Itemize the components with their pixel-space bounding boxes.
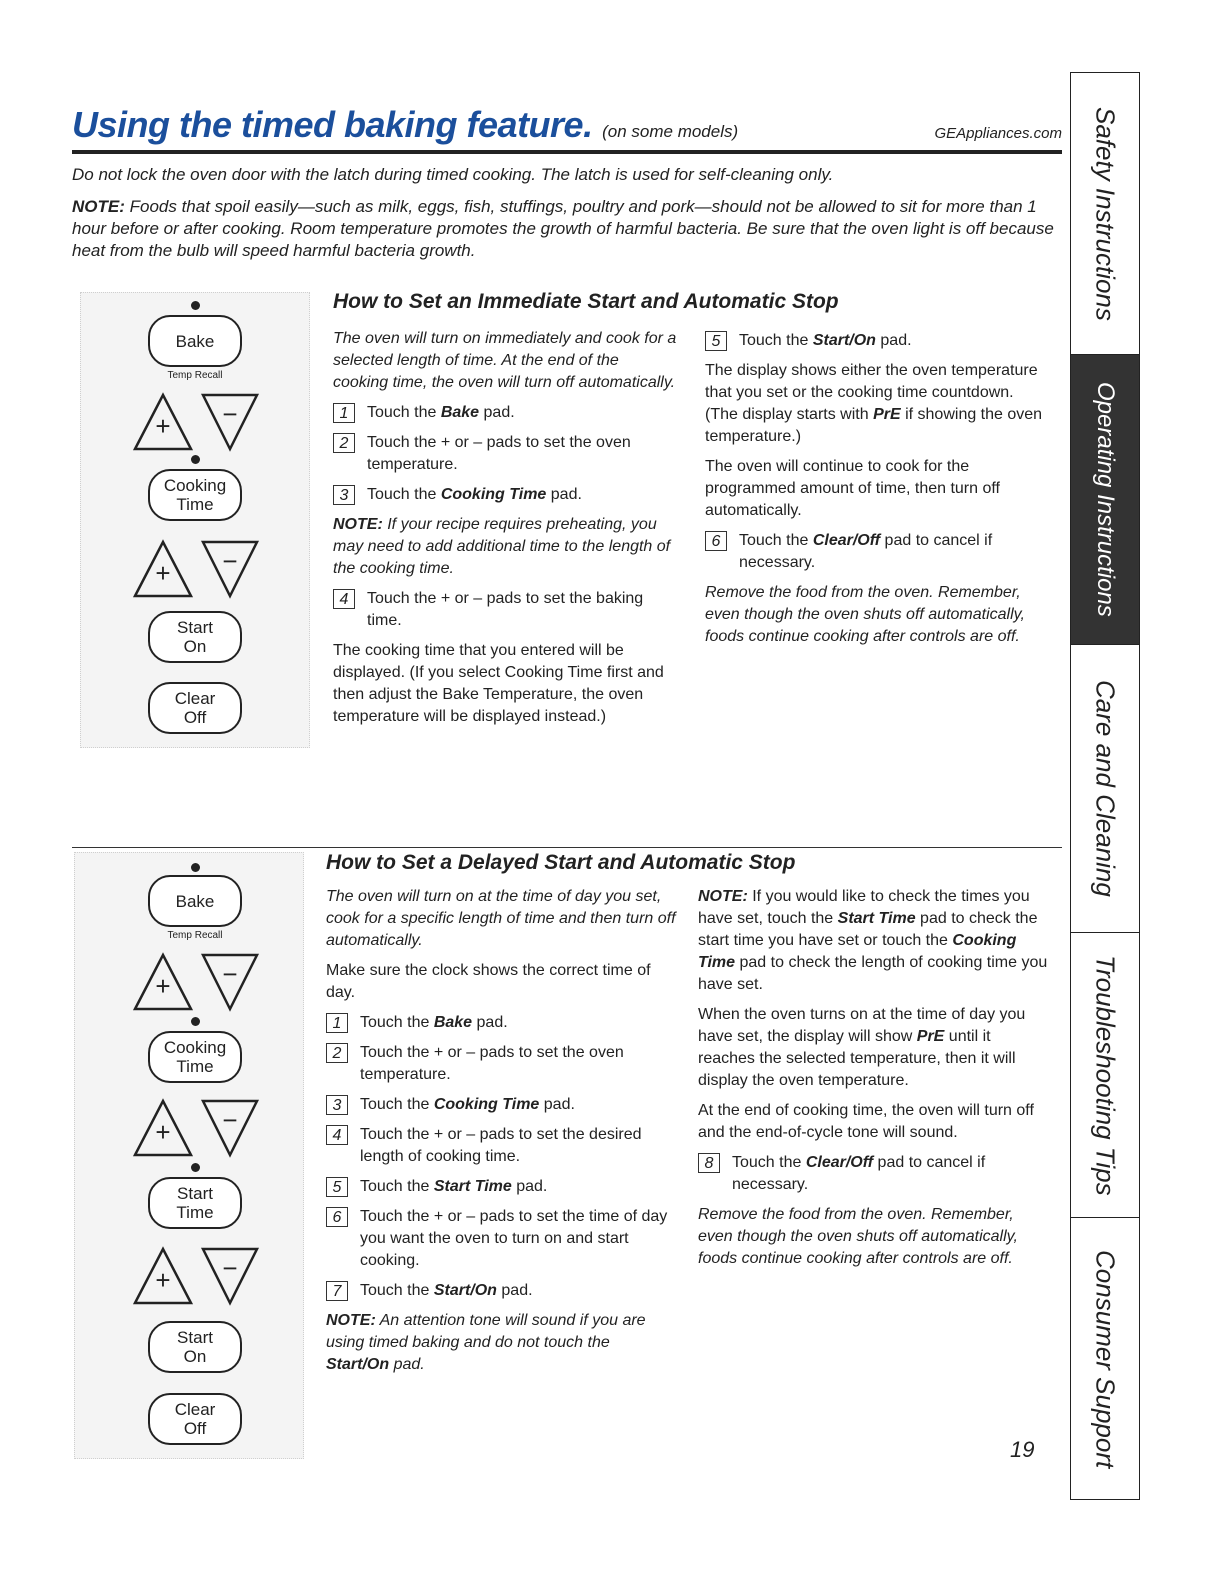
- step-2: [333, 432, 678, 476]
- section1-right-column: [705, 330, 1050, 656]
- minus-glyph: −: [222, 959, 238, 989]
- tab-label: Troubleshooting Tips: [1090, 954, 1121, 1196]
- step-text: Touch the Bake pad.: [360, 1014, 508, 1031]
- note-label: NOTE:: [72, 197, 125, 216]
- step-6: [326, 1206, 676, 1272]
- bake-label: Bake: [175, 891, 215, 911]
- minus-glyph: −: [222, 1253, 238, 1283]
- indicator-dot: [191, 1163, 200, 1172]
- section1-heading: How to Set an Immediate Start and Automatic Stop: [333, 290, 839, 313]
- step-number: 3: [333, 485, 355, 505]
- control-panel-illustration-1: [80, 292, 310, 748]
- step-text: Touch the Clear/Off pad to cancel if necessary.: [739, 532, 993, 571]
- plus-minus-arrows: [131, 951, 261, 1013]
- bake-label: Bake: [175, 331, 215, 351]
- food-safety-note: [72, 196, 1062, 262]
- start-label: Start: [177, 618, 213, 637]
- indicator-dot: [191, 1017, 200, 1026]
- step-text: Touch the Start Time pad.: [360, 1178, 548, 1195]
- section2-intro: The oven will turn on at the time of day you set, cook for a specific length of time and then turn off automatically.: [326, 888, 676, 949]
- plus-minus-arrows: [131, 1245, 261, 1307]
- step-text: Touch the Cooking Time pad.: [367, 486, 582, 503]
- step-4: [326, 1124, 676, 1168]
- cooking-label: Cooking: [163, 476, 227, 495]
- page-number: 19: [1010, 1437, 1035, 1462]
- step-text: Touch the + or – pads to set the oven temperature.: [367, 434, 631, 473]
- display-paragraph: The cooking time that you entered will be displayed. (If you select Cooking Time first and then adjust the Bake Temperature, the oven temperature will be displayed instead.): [333, 642, 664, 725]
- step-number: 5: [705, 331, 727, 351]
- step-number: 1: [333, 403, 355, 423]
- step-text: Touch the Start/On pad.: [360, 1282, 533, 1299]
- cooking-label: Cooking: [163, 1038, 227, 1057]
- title-subtitle: (on some models): [602, 122, 739, 141]
- step-number: 4: [333, 589, 355, 609]
- end-of-cooking-paragraph: At the end of cooking time, the oven will turn off and the end-of-cycle tone will sound.: [698, 1102, 1034, 1141]
- plus-minus-arrows: [131, 538, 261, 600]
- check-times-note: NOTE: If you would like to check the times you have set, touch the Start Time pad to check the start time you have set or touch the Cooking Time pad to check the length of cooking time you have set.: [698, 888, 1048, 993]
- preheat-note: [333, 514, 678, 580]
- tab-label: Safety Instructions: [1090, 106, 1121, 321]
- section-divider: [72, 847, 1062, 848]
- section2-left-column: [326, 886, 676, 1384]
- time-label: Time: [176, 1203, 214, 1222]
- start-on-pad: [148, 1321, 242, 1373]
- step-number: 5: [326, 1177, 348, 1197]
- minus-glyph: −: [222, 546, 238, 576]
- step-7: [326, 1280, 676, 1302]
- start-time-pad: [148, 1177, 242, 1229]
- step-text: Touch the + or – pads to set the desired length of cooking time.: [360, 1126, 642, 1165]
- step-text: Touch the Bake pad.: [367, 404, 515, 421]
- control-panel-illustration-2: [74, 852, 304, 1459]
- step-1: [326, 1012, 676, 1034]
- step-5: [326, 1176, 676, 1198]
- time-label: Time: [176, 1057, 214, 1076]
- section2-right-column: [698, 886, 1048, 1278]
- tab-label: Care and Cleaning: [1090, 680, 1121, 897]
- when-oven-turns-on-paragraph: When the oven turns on at the time of day you have set, the display will show PrE until it reaches the selected temperature, then it will display the oven temperature.: [698, 1006, 1026, 1089]
- step-8: [698, 1152, 1048, 1196]
- indicator-dot: [191, 863, 200, 872]
- step-number: 6: [326, 1207, 348, 1227]
- intro-block: [72, 164, 1062, 272]
- note-label: NOTE:: [326, 1312, 376, 1329]
- step-4: [333, 588, 678, 632]
- latch-warning: Do not lock the oven door with the latch during timed cooking. The latch is used for self-cleaning only.: [72, 165, 834, 184]
- start-label: Start: [177, 1184, 213, 1203]
- plus-glyph: +: [155, 1265, 171, 1295]
- website-url: GEAppliances.com: [934, 125, 1062, 142]
- page-title: [72, 104, 738, 146]
- step-number: 2: [333, 433, 355, 453]
- step-text: Touch the + or – pads to set the oven temperature.: [360, 1044, 624, 1083]
- remove-food-paragraph: Remove the food from the oven. Remember, even though the oven shuts off automatically, foods continue cooking after controls are off.: [705, 584, 1025, 645]
- start-on-pad: [148, 611, 242, 663]
- clear-off-pad: [148, 682, 242, 734]
- step-5: [705, 330, 1050, 352]
- plus-glyph: +: [155, 971, 171, 1001]
- temp-recall-label: Temp Recall: [167, 370, 223, 381]
- plus-minus-arrows: [131, 1097, 261, 1159]
- note-text: Foods that spoil easily—such as milk, eggs, fish, stuffings, poultry and pork—should not be allowed to sit for more than 1 hour before or after cooking. Room temperature promotes the growth of harmful bacteria. Be sure that the oven light is off because heat from the bulb will speed harmful bacteria growth.: [72, 197, 1054, 260]
- tab-troubleshooting-tips[interactable]: [1071, 933, 1139, 1218]
- tab-operating-instructions[interactable]: [1071, 355, 1139, 645]
- tab-label: Consumer Support: [1090, 1250, 1121, 1469]
- step-3: [333, 484, 678, 506]
- note-text: If your recipe requires preheating, you may need to add additional time to the length of the cooking time.: [333, 516, 671, 577]
- on-label: On: [183, 1347, 207, 1366]
- section2-heading: How to Set a Delayed Start and Automatic Stop: [326, 851, 796, 874]
- title-text: Using the timed baking feature.: [72, 104, 593, 145]
- page-header: [72, 100, 1062, 150]
- cooking-time-pad: [148, 1031, 242, 1083]
- step-number: 2: [326, 1043, 348, 1063]
- step-number: 6: [705, 531, 727, 551]
- step-number: 1: [326, 1013, 348, 1033]
- step-text: Touch the Clear/Off pad to cancel if necessary.: [732, 1154, 986, 1193]
- step-number: 3: [326, 1095, 348, 1115]
- clear-label: Clear: [174, 689, 216, 708]
- minus-glyph: −: [222, 399, 238, 429]
- bake-pad: [148, 875, 242, 941]
- continue-paragraph: The oven will continue to cook for the programmed amount of time, then turn off automatically.: [705, 458, 1000, 519]
- step-text: Touch the Cooking Time pad.: [360, 1096, 575, 1113]
- header-rule: [72, 150, 1062, 154]
- step-text: Touch the + or – pads to set the time of day you want the oven to turn on and start cooking.: [360, 1208, 668, 1269]
- note-label: NOTE:: [333, 516, 383, 533]
- step-6: [705, 530, 1050, 574]
- start-label: Start: [177, 1328, 213, 1347]
- step-number: 8: [698, 1153, 720, 1173]
- step-number: 4: [326, 1125, 348, 1145]
- section1-left-column: [333, 328, 678, 736]
- on-label: On: [183, 637, 207, 656]
- step-text: Touch the + or – pads to set the baking time.: [367, 590, 644, 629]
- tab-care-and-cleaning[interactable]: [1071, 645, 1139, 933]
- plus-minus-arrows: [131, 391, 261, 453]
- time-label: Time: [176, 495, 214, 514]
- off-label: Off: [183, 1419, 207, 1438]
- note-label: NOTE:: [698, 888, 748, 905]
- step-1: [333, 402, 678, 424]
- cooking-time-pad: [148, 469, 242, 521]
- clear-off-pad: [148, 1393, 242, 1445]
- tab-label: Operating Instructions: [1092, 382, 1119, 617]
- step-2: [326, 1042, 676, 1086]
- display-shows-paragraph: The display shows either the oven temperature that you set or the cooking time countdown. (The display starts with PrE if showing the oven temperature.): [705, 362, 1043, 445]
- tab-consumer-support[interactable]: [1071, 1218, 1139, 1501]
- plus-glyph: +: [155, 1117, 171, 1147]
- tab-safety-instructions[interactable]: [1071, 73, 1139, 355]
- attention-tone-note: NOTE: An attention tone will sound if you are using timed baking and do not touch the Start/On pad.: [326, 1312, 646, 1373]
- plus-glyph: +: [155, 411, 171, 441]
- minus-glyph: −: [222, 1105, 238, 1135]
- step-text: Touch the Start/On pad.: [739, 332, 912, 349]
- off-label: Off: [183, 708, 207, 727]
- bake-pad: [148, 315, 242, 381]
- section-tabs: [1070, 72, 1140, 1500]
- indicator-dot: [191, 301, 200, 310]
- step-number: 7: [326, 1281, 348, 1301]
- remove-food-paragraph: Remove the food from the oven. Remember, even though the oven shuts off automatically, foods continue cooking after controls are off.: [698, 1206, 1018, 1267]
- temp-recall-label: Temp Recall: [167, 930, 223, 941]
- clear-label: Clear: [174, 1400, 216, 1419]
- step-3: [326, 1094, 676, 1116]
- section1-intro: The oven will turn on immediately and cook for a selected length of time. At the end of the cooking time, the oven will turn off automatically.: [333, 330, 677, 391]
- indicator-dot: [191, 455, 200, 464]
- plus-glyph: +: [155, 558, 171, 588]
- clock-paragraph: Make sure the clock shows the correct time of day.: [326, 962, 651, 1001]
